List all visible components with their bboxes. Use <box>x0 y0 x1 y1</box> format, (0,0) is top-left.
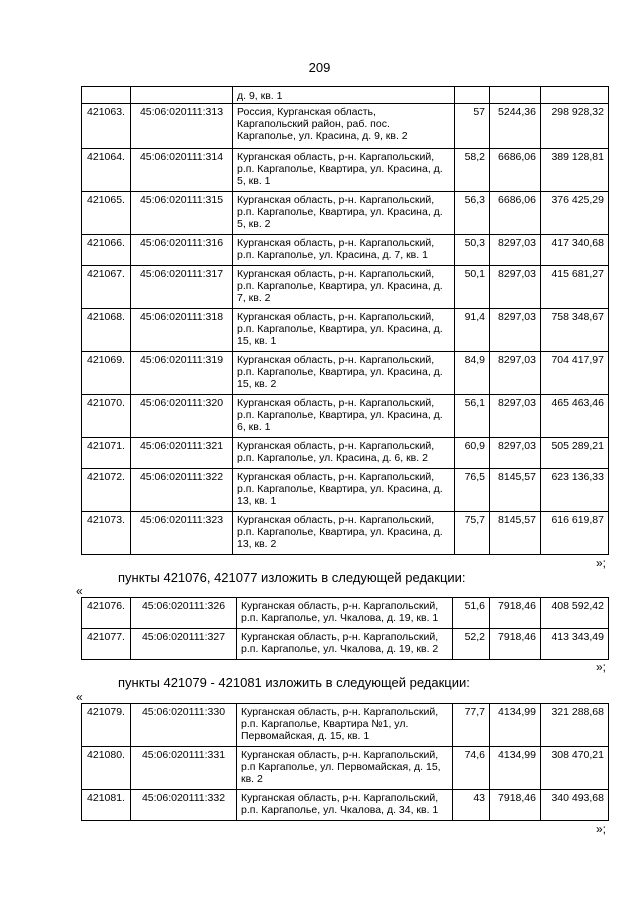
table-row <box>82 266 609 309</box>
unit-value: 7918,46 <box>490 629 541 660</box>
cadastral-number: 45:06:020111:313 <box>131 104 233 149</box>
table-row <box>82 469 609 512</box>
area: 50,3 <box>455 235 490 266</box>
table-row <box>82 704 609 747</box>
address: Курганская область, р-н. Каргапольский, р.п. Каргаполье, ул. Чкалова, д. 19, кв. 1 <box>237 598 453 629</box>
area <box>455 87 490 104</box>
row-number: 421077. <box>82 629 131 660</box>
address: Курганская область, р-н. Каргапольский, р.п. Каргаполье, ул. Красина, д. 6, кв. 2 <box>233 438 455 469</box>
area: 57 <box>455 104 490 149</box>
area: 43 <box>453 790 490 821</box>
quote-close-marker: »; <box>596 822 607 836</box>
area: 60,9 <box>455 438 490 469</box>
row-number: 421063. <box>82 104 131 149</box>
cadastral-number <box>131 87 233 104</box>
area: 58,2 <box>455 149 490 192</box>
table-row <box>82 790 609 821</box>
unit-value: 8145,57 <box>490 512 541 555</box>
address: Курганская область, р-н. Каргапольский, р.п. Каргаполье, Квартира, ул. Красина, д. 13, кв. 2 <box>233 512 455 555</box>
table-row <box>82 309 609 352</box>
row-number: 421071. <box>82 438 131 469</box>
row-number: 421073. <box>82 512 131 555</box>
unit-value: 4134,99 <box>490 747 541 790</box>
area: 56,3 <box>455 192 490 235</box>
area: 56,1 <box>455 395 490 438</box>
cadastral-value: 298 928,32 <box>541 104 609 149</box>
unit-value: 4134,99 <box>490 704 541 747</box>
address: д. 9, кв. 1 <box>233 87 455 104</box>
cadastral-value: 417 340,68 <box>541 235 609 266</box>
quote-close-marker: »; <box>596 556 607 570</box>
row-number: 421069. <box>82 352 131 395</box>
unit-value: 7918,46 <box>490 790 541 821</box>
row-number: 421076. <box>82 598 131 629</box>
cadastral-number: 45:06:020111:317 <box>131 266 233 309</box>
area: 50,1 <box>455 266 490 309</box>
amendment-instruction: пункты 421076, 421077 изложить в следующей редакции: <box>118 570 466 585</box>
unit-value: 6686,06 <box>490 192 541 235</box>
cadastral-number: 45:06:020111:326 <box>131 598 237 629</box>
table-row <box>82 352 609 395</box>
address: Курганская область, р-н. Каргапольский, р.п. Каргаполье, ул. Чкалова, д. 34, кв. 1 <box>237 790 453 821</box>
area: 75,7 <box>455 512 490 555</box>
row-number: 421072. <box>82 469 131 512</box>
row-number: 421066. <box>82 235 131 266</box>
address: Курганская область, р-н. Каргапольский, р.п. Каргаполье, Квартира, ул. Красина, д. 5, кв. 1 <box>233 149 455 192</box>
cadastral-number: 45:06:020111:319 <box>131 352 233 395</box>
unit-value: 5244,36 <box>490 104 541 149</box>
address: Курганская область, р-н. Каргапольский, р.п Каргаполье, ул. Первомайская, д. 15, кв. 2 <box>237 747 453 790</box>
unit-value <box>490 87 541 104</box>
row-number: 421079. <box>82 704 131 747</box>
row-number: 421070. <box>82 395 131 438</box>
cadastral-value: 340 493,68 <box>541 790 609 821</box>
table-row <box>82 629 609 660</box>
address: Курганская область, р-н. Каргапольский, р.п. Каргаполье, Квартира, ул. Красина, д. 15, кв. 1 <box>233 309 455 352</box>
table-row <box>82 149 609 192</box>
table-row <box>82 87 609 104</box>
row-number: 421081. <box>82 790 131 821</box>
address: Курганская область, р-н. Каргапольский, р.п. Каргаполье, ул. Чкалова, д. 19, кв. 2 <box>237 629 453 660</box>
quote-close-marker: »; <box>596 660 607 674</box>
cadastral-value: 704 417,97 <box>541 352 609 395</box>
table-row <box>82 438 609 469</box>
property-table-2 <box>81 597 609 660</box>
cadastral-number: 45:06:020111:323 <box>131 512 233 555</box>
area: 51,6 <box>453 598 490 629</box>
cadastral-number: 45:06:020111:318 <box>131 309 233 352</box>
cadastral-number: 45:06:020111:332 <box>131 790 237 821</box>
cadastral-value: 308 470,21 <box>541 747 609 790</box>
address: Курганская область, р-н. Каргапольский, р.п. Каргаполье, Квартира, ул. Красина, д. 7, кв. 2 <box>233 266 455 309</box>
row-number: 421065. <box>82 192 131 235</box>
cadastral-value: 505 289,21 <box>541 438 609 469</box>
quote-open-marker: « <box>76 584 83 598</box>
row-number <box>82 87 131 104</box>
unit-value: 8297,03 <box>490 395 541 438</box>
address: Курганская область, р-н. Каргапольский, р.п. Каргаполье, Квартира, ул. Красина, д. 5, кв. 2 <box>233 192 455 235</box>
area: 91,4 <box>455 309 490 352</box>
row-number: 421064. <box>82 149 131 192</box>
property-table-3 <box>81 703 609 821</box>
address: Курганская область, р-н. Каргапольский, р.п. Каргаполье, Квартира, ул. Красина, д. 13, кв. 1 <box>233 469 455 512</box>
address: Курганская область, р-н. Каргапольский, р.п. Каргаполье, ул. Красина, д. 7, кв. 1 <box>233 235 455 266</box>
cadastral-value: 408 592,42 <box>541 598 609 629</box>
address: Курганская область, р-н. Каргапольский, р.п. Каргаполье, Квартира, ул. Красина, д. 6, кв. 1 <box>233 395 455 438</box>
cadastral-value: 465 463,46 <box>541 395 609 438</box>
cadastral-number: 45:06:020111:330 <box>131 704 237 747</box>
row-number: 421080. <box>82 747 131 790</box>
unit-value: 7918,46 <box>490 598 541 629</box>
unit-value: 8297,03 <box>490 309 541 352</box>
cadastral-number: 45:06:020111:315 <box>131 192 233 235</box>
table-row <box>82 747 609 790</box>
area: 77,7 <box>453 704 490 747</box>
cadastral-value: 389 128,81 <box>541 149 609 192</box>
page-number: 209 <box>308 60 331 75</box>
table-row <box>82 512 609 555</box>
cadastral-value: 376 425,29 <box>541 192 609 235</box>
cadastral-number: 45:06:020111:316 <box>131 235 233 266</box>
area: 84,9 <box>455 352 490 395</box>
table-row <box>82 235 609 266</box>
unit-value: 8297,03 <box>490 235 541 266</box>
cadastral-value: 758 348,67 <box>541 309 609 352</box>
cadastral-number: 45:06:020111:314 <box>131 149 233 192</box>
cadastral-number: 45:06:020111:331 <box>131 747 237 790</box>
cadastral-value <box>541 87 609 104</box>
address: Курганская область, р-н. Каргапольский, р.п. Каргаполье, Квартира, ул. Красина, д. 15, кв. 2 <box>233 352 455 395</box>
unit-value: 8145,57 <box>490 469 541 512</box>
unit-value: 8297,03 <box>490 352 541 395</box>
cadastral-number: 45:06:020111:320 <box>131 395 233 438</box>
unit-value: 8297,03 <box>490 438 541 469</box>
unit-value: 6686,06 <box>490 149 541 192</box>
cadastral-value: 321 288,68 <box>541 704 609 747</box>
address: Россия, Курганская область, Каргапольский район, раб. пос. Каргаполье, ул. Красина, д. 9, кв. 2 <box>233 104 455 149</box>
unit-value: 8297,03 <box>490 266 541 309</box>
property-table-1 <box>81 86 609 555</box>
cadastral-value: 415 681,27 <box>541 266 609 309</box>
area: 76,5 <box>455 469 490 512</box>
cadastral-value: 413 343,49 <box>541 629 609 660</box>
table-row <box>82 104 609 149</box>
cadastral-value: 616 619,87 <box>541 512 609 555</box>
table-row <box>82 192 609 235</box>
cadastral-number: 45:06:020111:327 <box>131 629 237 660</box>
table-row <box>82 395 609 438</box>
cadastral-number: 45:06:020111:322 <box>131 469 233 512</box>
cadastral-value: 623 136,33 <box>541 469 609 512</box>
cadastral-number: 45:06:020111:321 <box>131 438 233 469</box>
row-number: 421067. <box>82 266 131 309</box>
area: 74,6 <box>453 747 490 790</box>
amendment-instruction: пункты 421079 - 421081 изложить в следующей редакции: <box>118 675 470 690</box>
area: 52,2 <box>453 629 490 660</box>
quote-open-marker: « <box>76 690 83 704</box>
table-row <box>82 598 609 629</box>
row-number: 421068. <box>82 309 131 352</box>
address: Курганская область, р-н. Каргапольский, р.п. Каргаполье, Квартира №1, ул. Первомайская, д. 15, кв. 1 <box>237 704 453 747</box>
